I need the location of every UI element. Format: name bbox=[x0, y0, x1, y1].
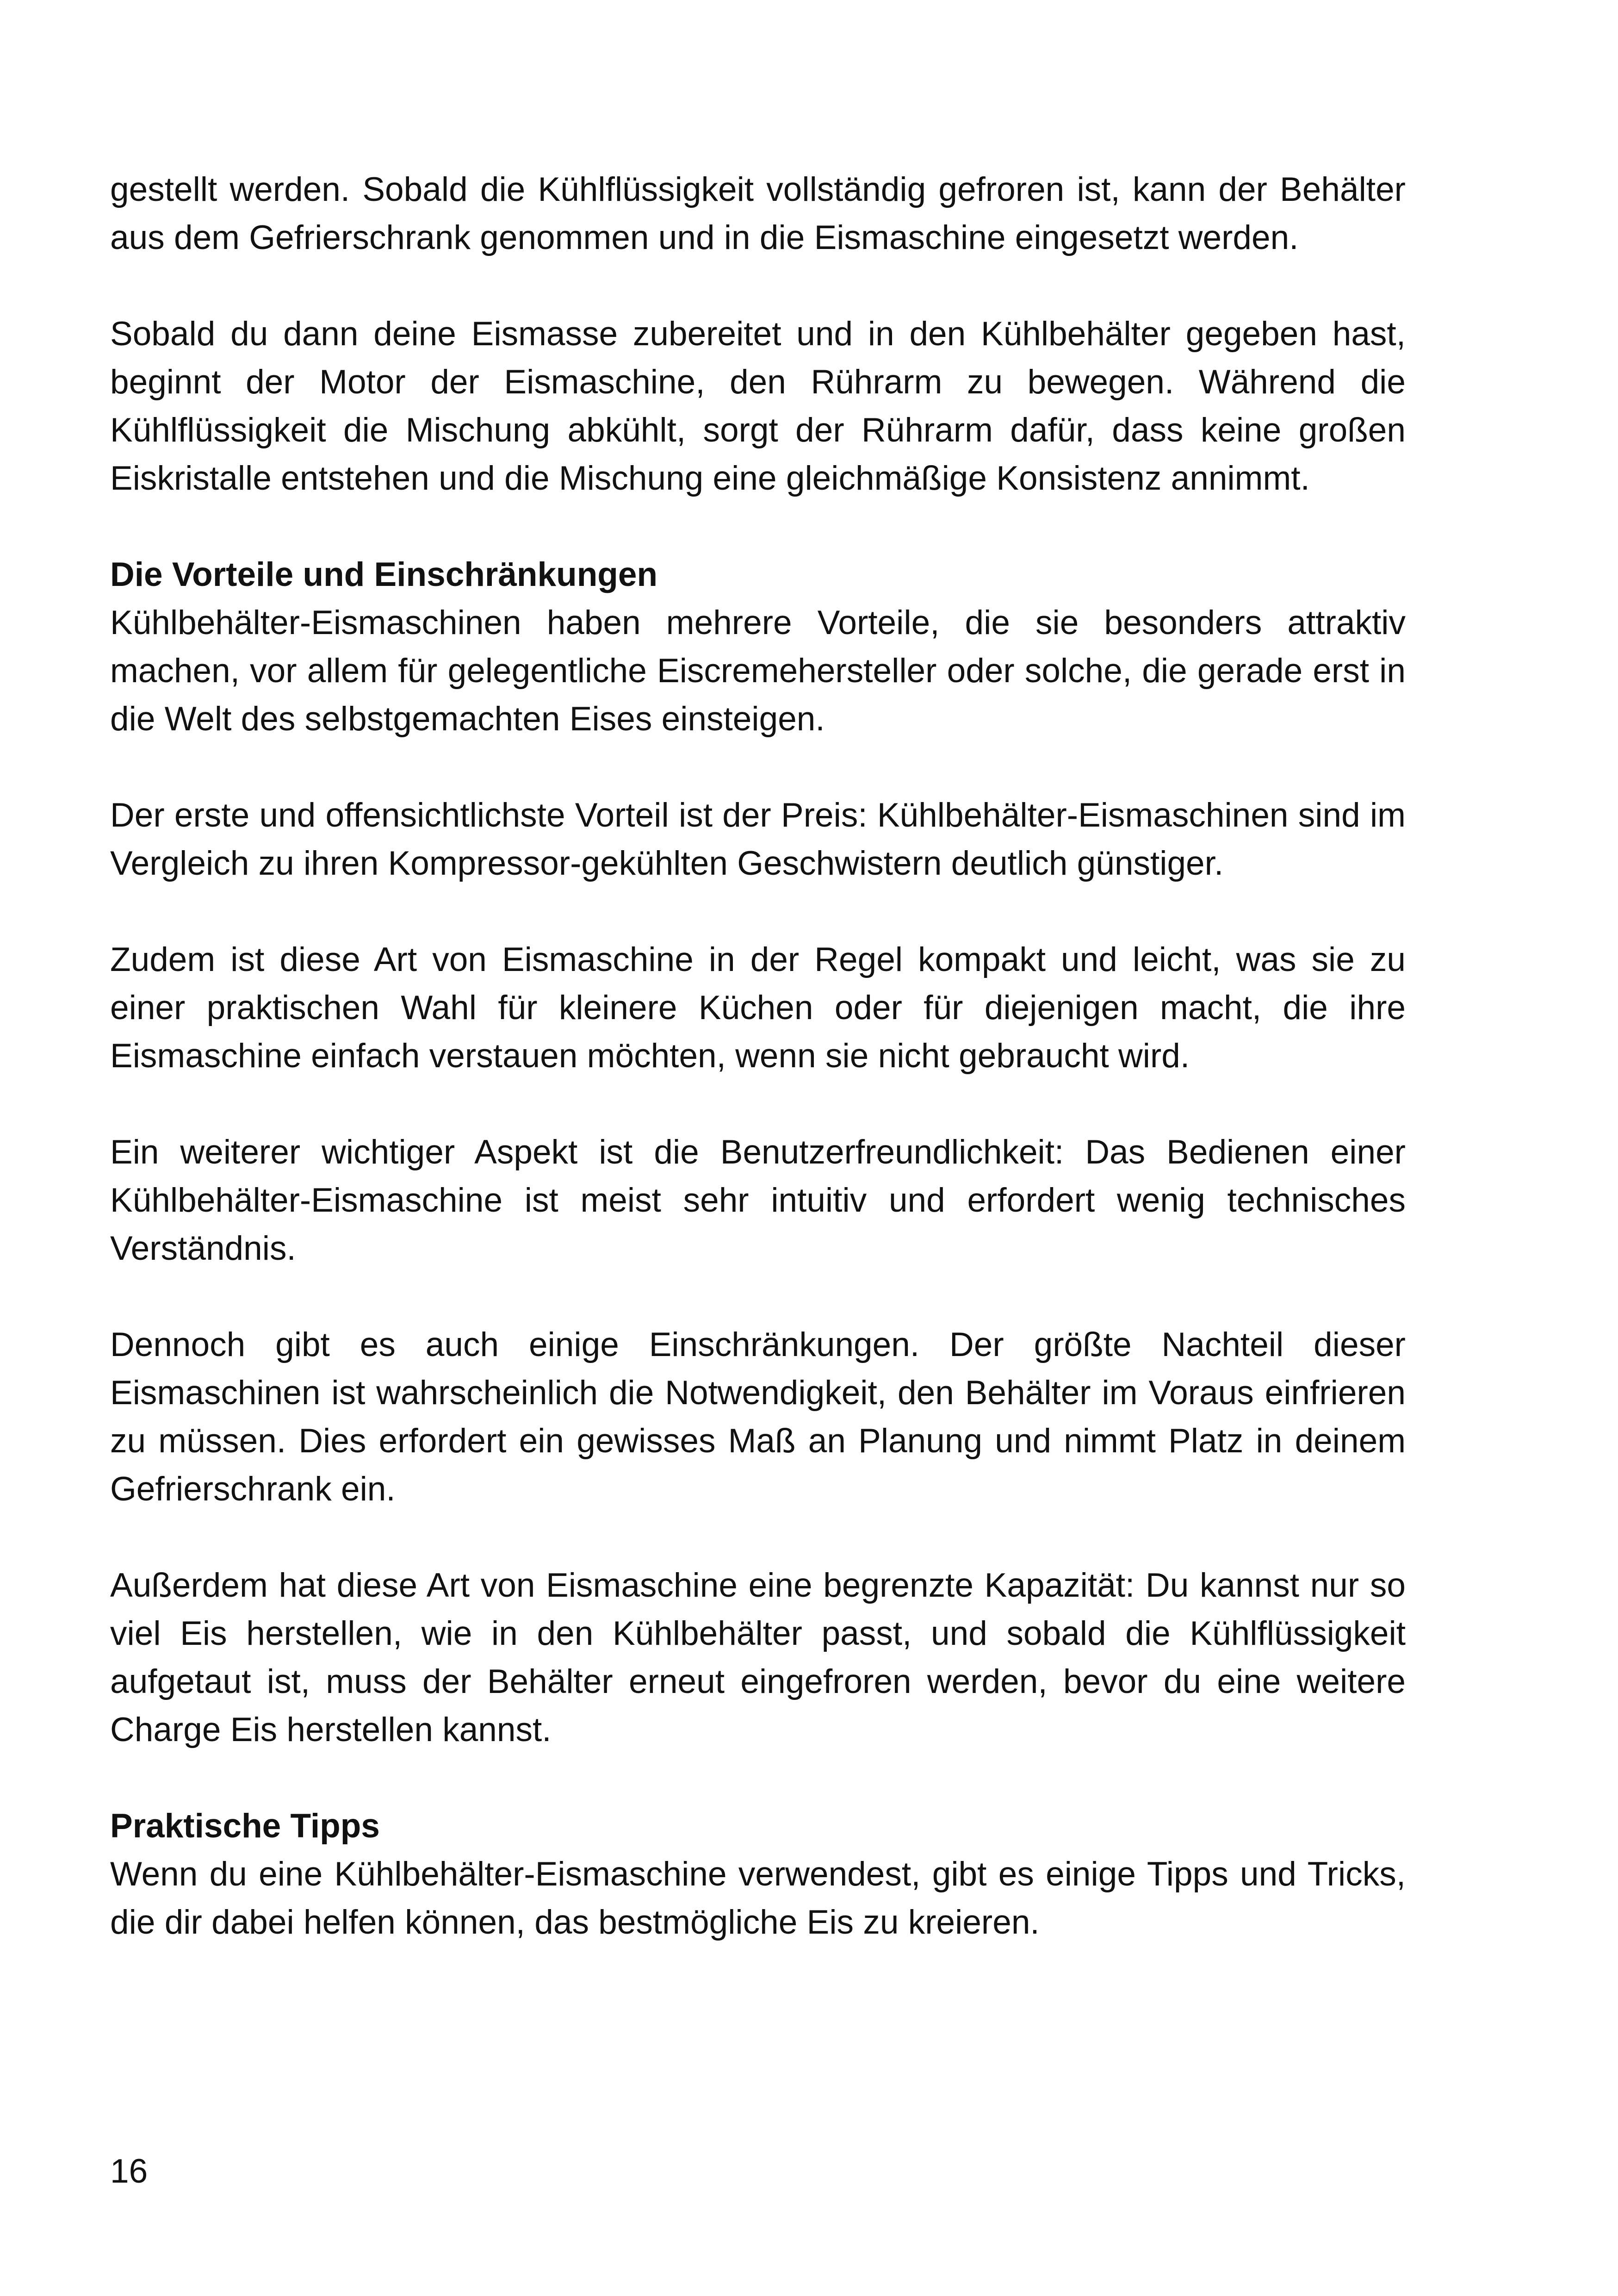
paragraph-intro-1: gestellt werden. Sobald die Kühlflüssigkeit vollständig gefroren ist, kann der Behälter aus dem Gefrierschrank genommen und in die Eismaschine eingesetzt werden. bbox=[110, 171, 1406, 256]
paragraph-tips-1: Wenn du eine Kühlbehälter-Eismaschine verwendest, gibt es einige Tipps und Tricks, die dir dabei helfen können, das bestmögliche Eis zu kreieren. bbox=[110, 1855, 1406, 1941]
page-body bbox=[110, 166, 1406, 1947]
paragraph-advantages-3: Zudem ist diese Art von Eismaschine in der Regel kompakt und leicht, was sie zu einer praktischen Wahl für kleinere Küchen oder für diejenigen macht, die ihre Eismaschine einfach verstauen möchten, wenn sie nicht gebraucht wird. bbox=[110, 941, 1406, 1075]
paragraph-advantages-1: Kühlbehälter-Eismaschinen haben mehrere Vorteile, die sie besonders attraktiv machen, vor allem für gelegentliche Eiscremehersteller oder solche, die gerade erst in die Welt des selbstgemachten Eises einsteigen. bbox=[110, 604, 1406, 738]
paragraph-advantages-4: Ein weiterer wichtiger Aspekt ist die Benutzerfreundlichkeit: Das Bedienen einer Kühlbehälter-Eismaschine ist meist sehr intuitiv und erfordert wenig technisches Verständnis. bbox=[110, 1133, 1406, 1267]
paragraph-advantages-6: Außerdem hat diese Art von Eismaschine eine begrenzte Kapazität: Du kannst nur so viel Eis herstellen, wie in den Kühlbehälter passt, und sobald die Kühlflüssigkeit aufgetaut ist, muss der Behälter erneut eingefroren werden, bevor du eine weitere Charge Eis herstellen kannst. bbox=[110, 1567, 1406, 1748]
page-number: 16 bbox=[110, 2153, 148, 2190]
section-heading-advantages: Die Vorteile und Einschränkungen bbox=[110, 556, 658, 593]
section-heading-tips: Praktische Tipps bbox=[110, 1807, 380, 1845]
paragraph-advantages-5: Dennoch gibt es auch einige Einschränkungen. Der größte Nachteil dieser Eismaschinen ist wahrscheinlich die Notwendigkeit, den Behälter im Voraus einfrieren zu müssen. Dies erfordert ein gewisses Maß an Planung und nimmt Platz in deinem Gefrierschrank ein. bbox=[110, 1326, 1406, 1508]
paragraph-advantages-2: Der erste und offensichtlichste Vorteil ist der Preis: Kühlbehälter-Eismaschinen sind im Vergleich zu ihren Kompressor-gekühlten Geschwistern deutlich günstiger. bbox=[110, 796, 1406, 882]
paragraph-intro-2: Sobald du dann deine Eismasse zubereitet und in den Kühlbehälter gegeben hast, beginnt der Motor der Eismaschine, den Rührarm zu bewegen. Während die Kühlflüssigkeit die Mischung abkühlt, sorgt der Rührarm dafür, dass keine großen Eiskristalle entstehen und die Mischung eine gleichmäßige Konsistenz annimmt. bbox=[110, 315, 1406, 497]
